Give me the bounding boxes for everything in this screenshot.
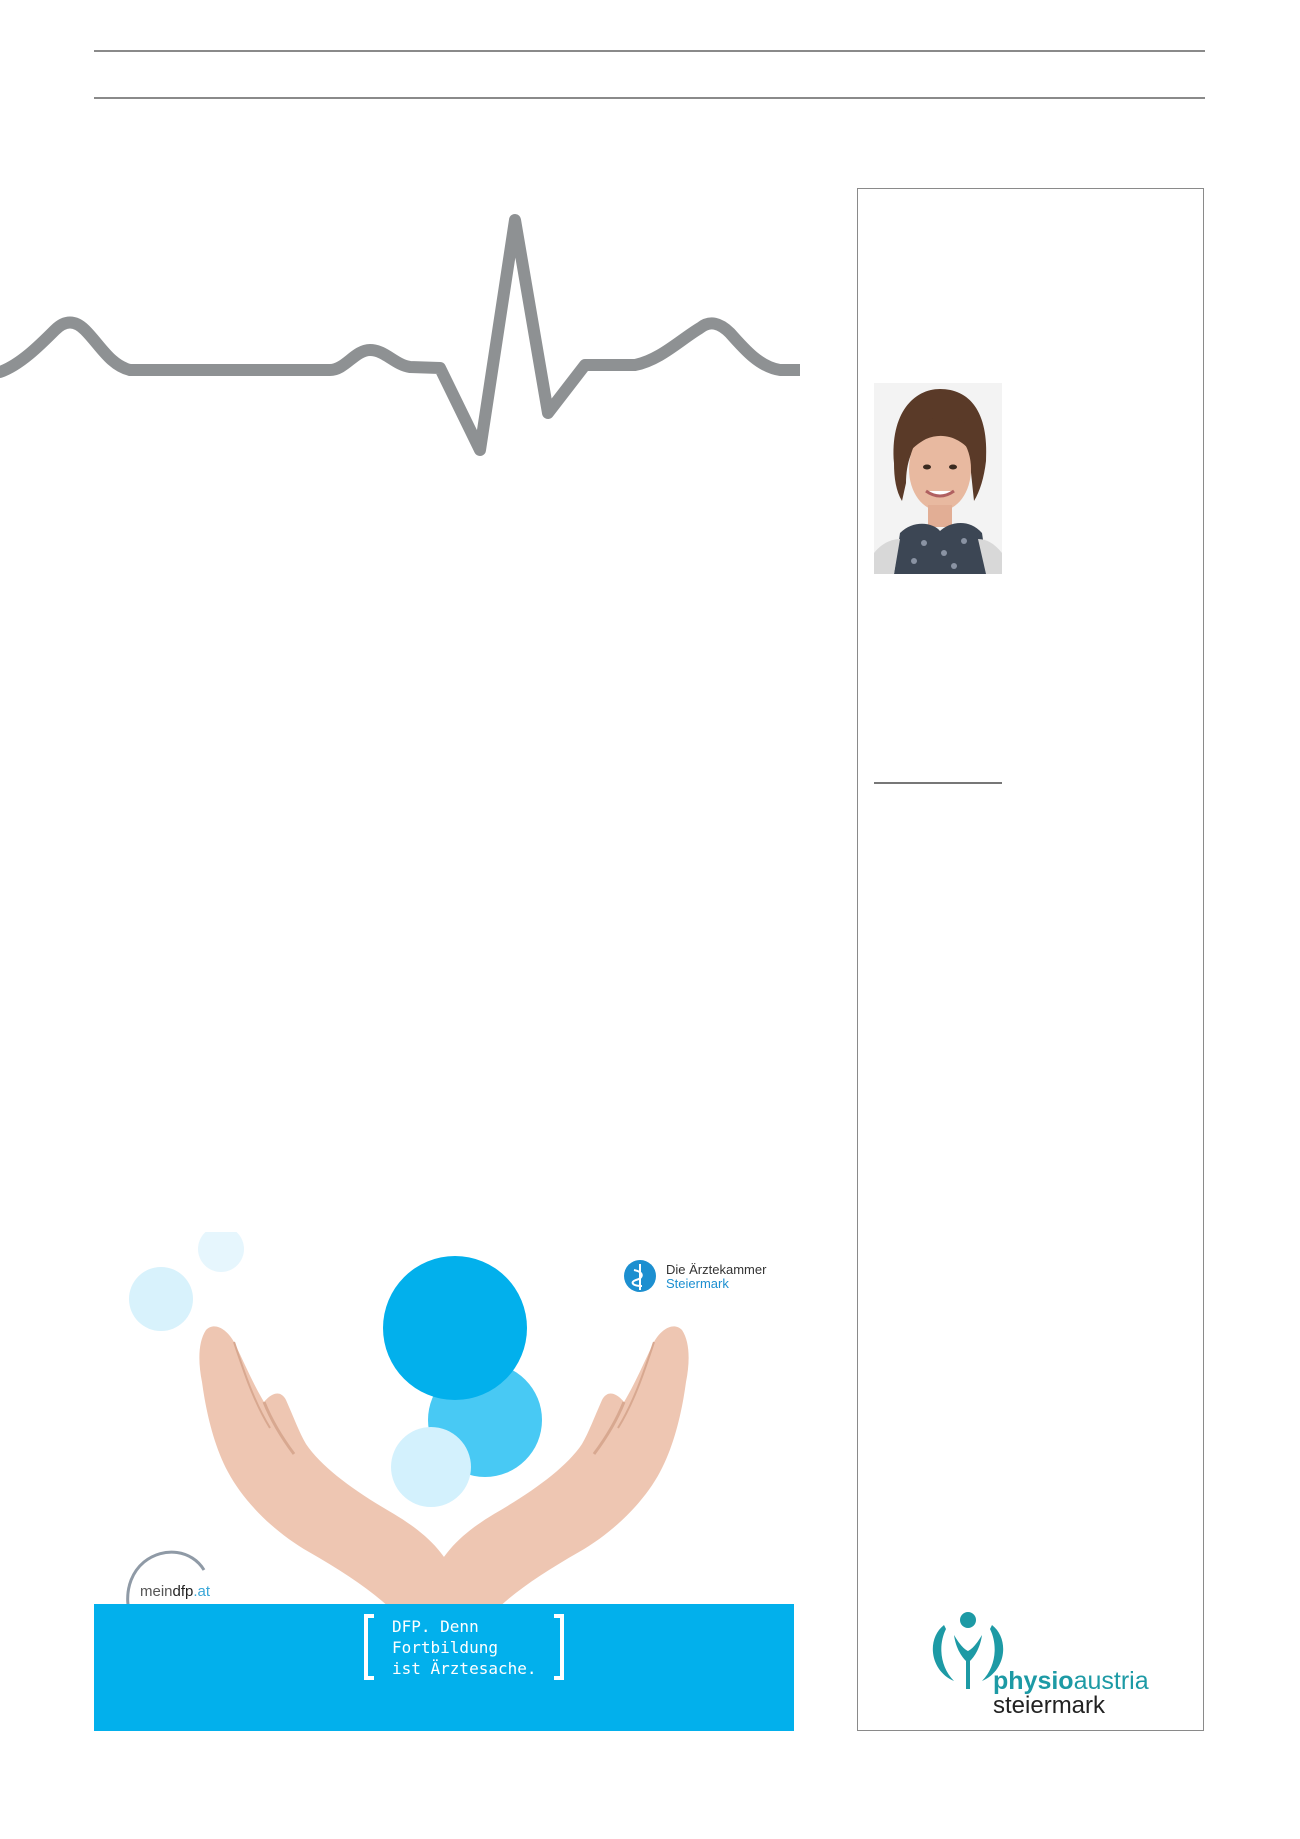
sidebar-box (857, 188, 1204, 1731)
author-portrait (874, 383, 1002, 574)
sidebar-divider (874, 782, 1002, 784)
header-rule-bottom (94, 97, 1205, 99)
slogan-line-1: DFP. Denn (392, 1617, 479, 1636)
header-rule-top (94, 50, 1205, 52)
physioaustria-logo (924, 1609, 1154, 1719)
url-main: dfp (172, 1583, 194, 1600)
slogan-text (392, 1616, 537, 1679)
meindfp-url (140, 1583, 210, 1600)
brand-line-2: Steiermark (666, 1276, 729, 1291)
left-bracket (364, 1614, 374, 1680)
right-bracket (554, 1614, 564, 1680)
logo-word-bold: physio (993, 1667, 1074, 1695)
logo-subtitle: steiermark (993, 1692, 1106, 1719)
dfp-advertisement (94, 1232, 794, 1731)
ecg-heartbeat-graphic (0, 205, 800, 460)
logo-wordmark (993, 1668, 1149, 1694)
url-prefix: mein (140, 1583, 173, 1600)
slogan-line-3: ist Ärztesache. (392, 1659, 537, 1678)
brand-line-1: Die Ärztekammer (666, 1262, 767, 1277)
slogan-line-2: Fortbildung (392, 1638, 498, 1657)
logo-word-regular: austria (1073, 1667, 1149, 1695)
url-suffix: .at (193, 1583, 211, 1600)
slogan-band (94, 1604, 794, 1731)
